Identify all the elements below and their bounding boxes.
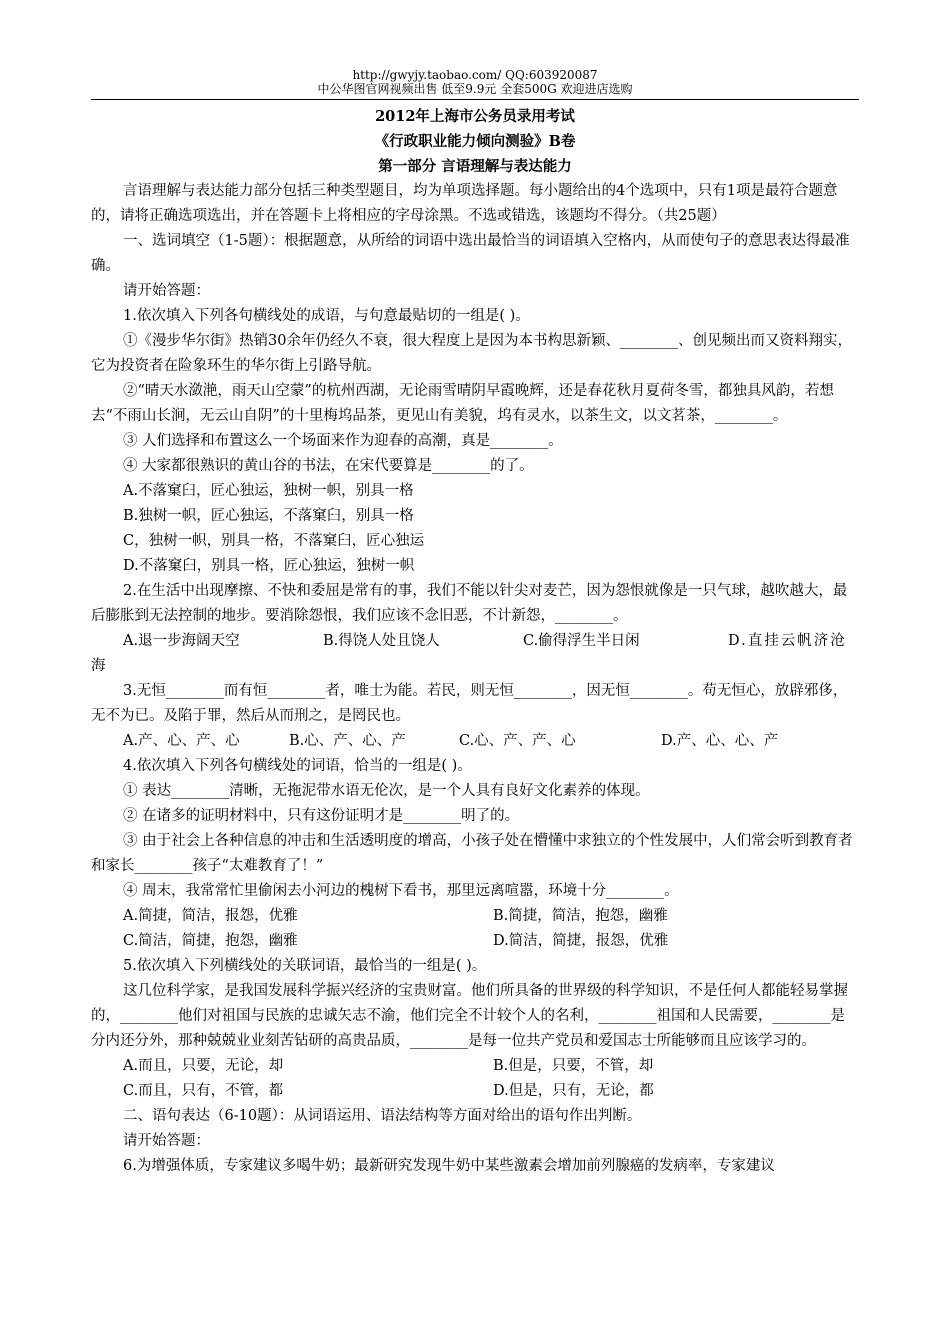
q1-sentence-1: ①《漫步华尔街》热销30余年仍经久不衰，很大程度上是因为本书构思新颖、________、创见频出而又资料翔实，它为投资者在险象环生的华尔街上引路导航。 [91,333,852,374]
q5-options-row-2 [91,1079,859,1104]
q3-option-a: A.产、心、产、心 [123,733,240,749]
document-body [91,104,859,1179]
q1-sentence-2: ②“晴天水潋滟，雨天山空蒙”的杭州西湖，无论雨雪晴阴早霞晚辉，还是春花秋月夏荷冬雪，都独具风韵，若想去“不雨山长涧，无云山自阴”的十里梅坞品茶，更见山有美貌，坞有灵水，以茶生文，以文茗茶，________。 [91,383,834,424]
q3-option-d: D.产、心、心、产 [661,733,779,749]
q1-sentence-3: ③ 人们选择和布置这么一个场面来作为迎春的高潮，真是________。 [123,433,563,449]
section1-start: 请开始答题： [123,283,210,299]
exam-subtitle: 《行政职业能力倾向测验》B卷 [374,133,576,150]
section1-heading: 一、选词填空（1-5题）：根据题意，从所给的词语中选出最恰当的词语填入空格内，从而使句子的意思表达得最准确。 [91,233,850,274]
q4-stem: 4.依次填入下列各句横线处的词语，恰当的一组是( )。 [123,758,472,774]
q4-option-d: D.简洁，简捷，报怨，优雅 [493,933,669,949]
q4-sentence-1: ① 表达________清晰，无拖泥带水语无伦次，是一个人具有良好文化素养的体现。 [123,783,650,799]
q4-sentence-3: ③ 由于社会上各种信息的冲击和生活透明度的增高，小孩子处在懵懂中求独立的个性发展中，人们常会听到教育者和家长________孩子“太难教育了！” [91,833,853,874]
q2-options [91,629,859,654]
q1-sentence-4: ④ 大家都很熟识的黄山谷的书法，在宋代要算是________的了。 [123,458,534,474]
q4-options-row-1 [91,904,859,929]
q5-option-b: B.但是，只要，不管，却 [493,1058,654,1074]
exam-title: 2012年上海市公务员录用考试 [375,108,575,125]
section2-heading: 二、语句表达（6-10题）：从词语运用、语法结构等方面对给出的语句作出判断。 [123,1108,642,1124]
q4-options-row-2 [91,929,859,954]
q2-stem: 2.在生活中出现摩擦、不快和委屈是常有的事，我们不能以针尖对麦芒，因为怨恨就像是一只气球，越吹越大，最后膨胀到无法控制的地步。要消除怨恨，我们应该不念旧恶，不计新怨，________。 [91,583,848,624]
q3-option-b: B.心、产、心、产 [289,733,406,749]
q4-sentence-4: ④ 周末，我常常忙里偷闲去小河边的槐树下看书，那里远离喧嚣，环境十分________。 [123,883,679,899]
q5-options-row-1 [91,1054,859,1079]
q1-option-a: A.不落窠臼，匠心独运，独树一帜，别具一格 [123,483,414,499]
q2-option-b: B.得饶人处且饶人 [323,633,440,649]
q2-option-c: C.偷得浮生半日闲 [523,633,640,649]
q4-option-c: C.简洁，简捷，抱怨，幽雅 [123,933,298,949]
header-ad-line: 中公华图官网视频出售 低至9.9元 全套500G 欢迎进店选购 [317,82,633,96]
header-url-line: http://gwyjy.taobao.com/ QQ:603920087 [352,68,598,82]
header-rule [91,99,859,100]
q5-option-a: A.而且，只要，无论，却 [123,1058,284,1074]
q1-option-c: C，独树一帜，别具一格，不落窠臼，匠心独运 [123,533,425,549]
q5-option-d: D.但是，只有，无论，都 [493,1083,654,1099]
q1-option-d: D.不落窠臼，别具一格，匠心独运，独树一帜 [123,558,415,574]
q5-option-c: C.而且，只有，不管，都 [123,1083,284,1099]
q4-option-b: B.简捷，简洁，抱怨，幽雅 [493,908,668,924]
q2-option-d-continued: 海 [91,658,106,674]
q3-stem: 3.无恒________而有恒________者，唯士为能。若民，则无恒________，因无恒________。苟无恒心，放辟邪侈，无不为已。及陷于罪，然后从而刑之，是罔民也。 [91,683,848,724]
q1-stem: 1.依次填入下列各句横线处的成语，与句意最贴切的一组是( )。 [123,308,530,324]
q5-stem: 5.依次填入下列横线处的关联词语，最恰当的一组是( )。 [123,958,487,974]
q1-option-b: B.独树一帜，匠心独运，不落窠臼，别具一格 [123,508,414,524]
part-title: 第一部分 言语理解与表达能力 [378,158,572,175]
q6-stem: 6.为增强体质，专家建议多喝牛奶；最新研究发现牛奶中某些激素会增加前列腺癌的发病率，专家建议 [123,1158,775,1174]
intro-paragraph: 言语理解与表达能力部分包括三种类型题目，均为单项选择题。每小题给出的4个选项中，只有1项是最符合题意的，请将正确选项选出，并在答题卡上将相应的字母涂黑。不选或错选，该题均不得分。（共25题） [91,183,838,224]
q3-option-c: C.心、产、产、心 [459,733,576,749]
q2-option-a: A.退一步海阔天空 [123,633,240,649]
q5-passage: 这几位科学家，是我国发展科学振兴经济的宝贵财富。他们所具备的世界级的科学知识，不是任何人都能轻易掌握的，________他们对祖国与民族的忠诚矢志不渝，他们完全不计较个人的名利，________祖国和人民需要，________是分内还分外，那种兢兢业业刻苦钻研的高贵品质，________是每一位共产党员和爱国志士所能够而且应该学习的。 [91,983,848,1049]
q4-option-a: A.简捷，简洁，报怨，优雅 [123,908,298,924]
q2-option-d: D.直挂云帆济沧 [728,633,847,649]
q4-sentence-2: ② 在诸多的证明材料中，只有这份证明才是________明了的。 [123,808,520,824]
q3-options [91,729,859,754]
section2-start: 请开始答题： [123,1133,210,1149]
